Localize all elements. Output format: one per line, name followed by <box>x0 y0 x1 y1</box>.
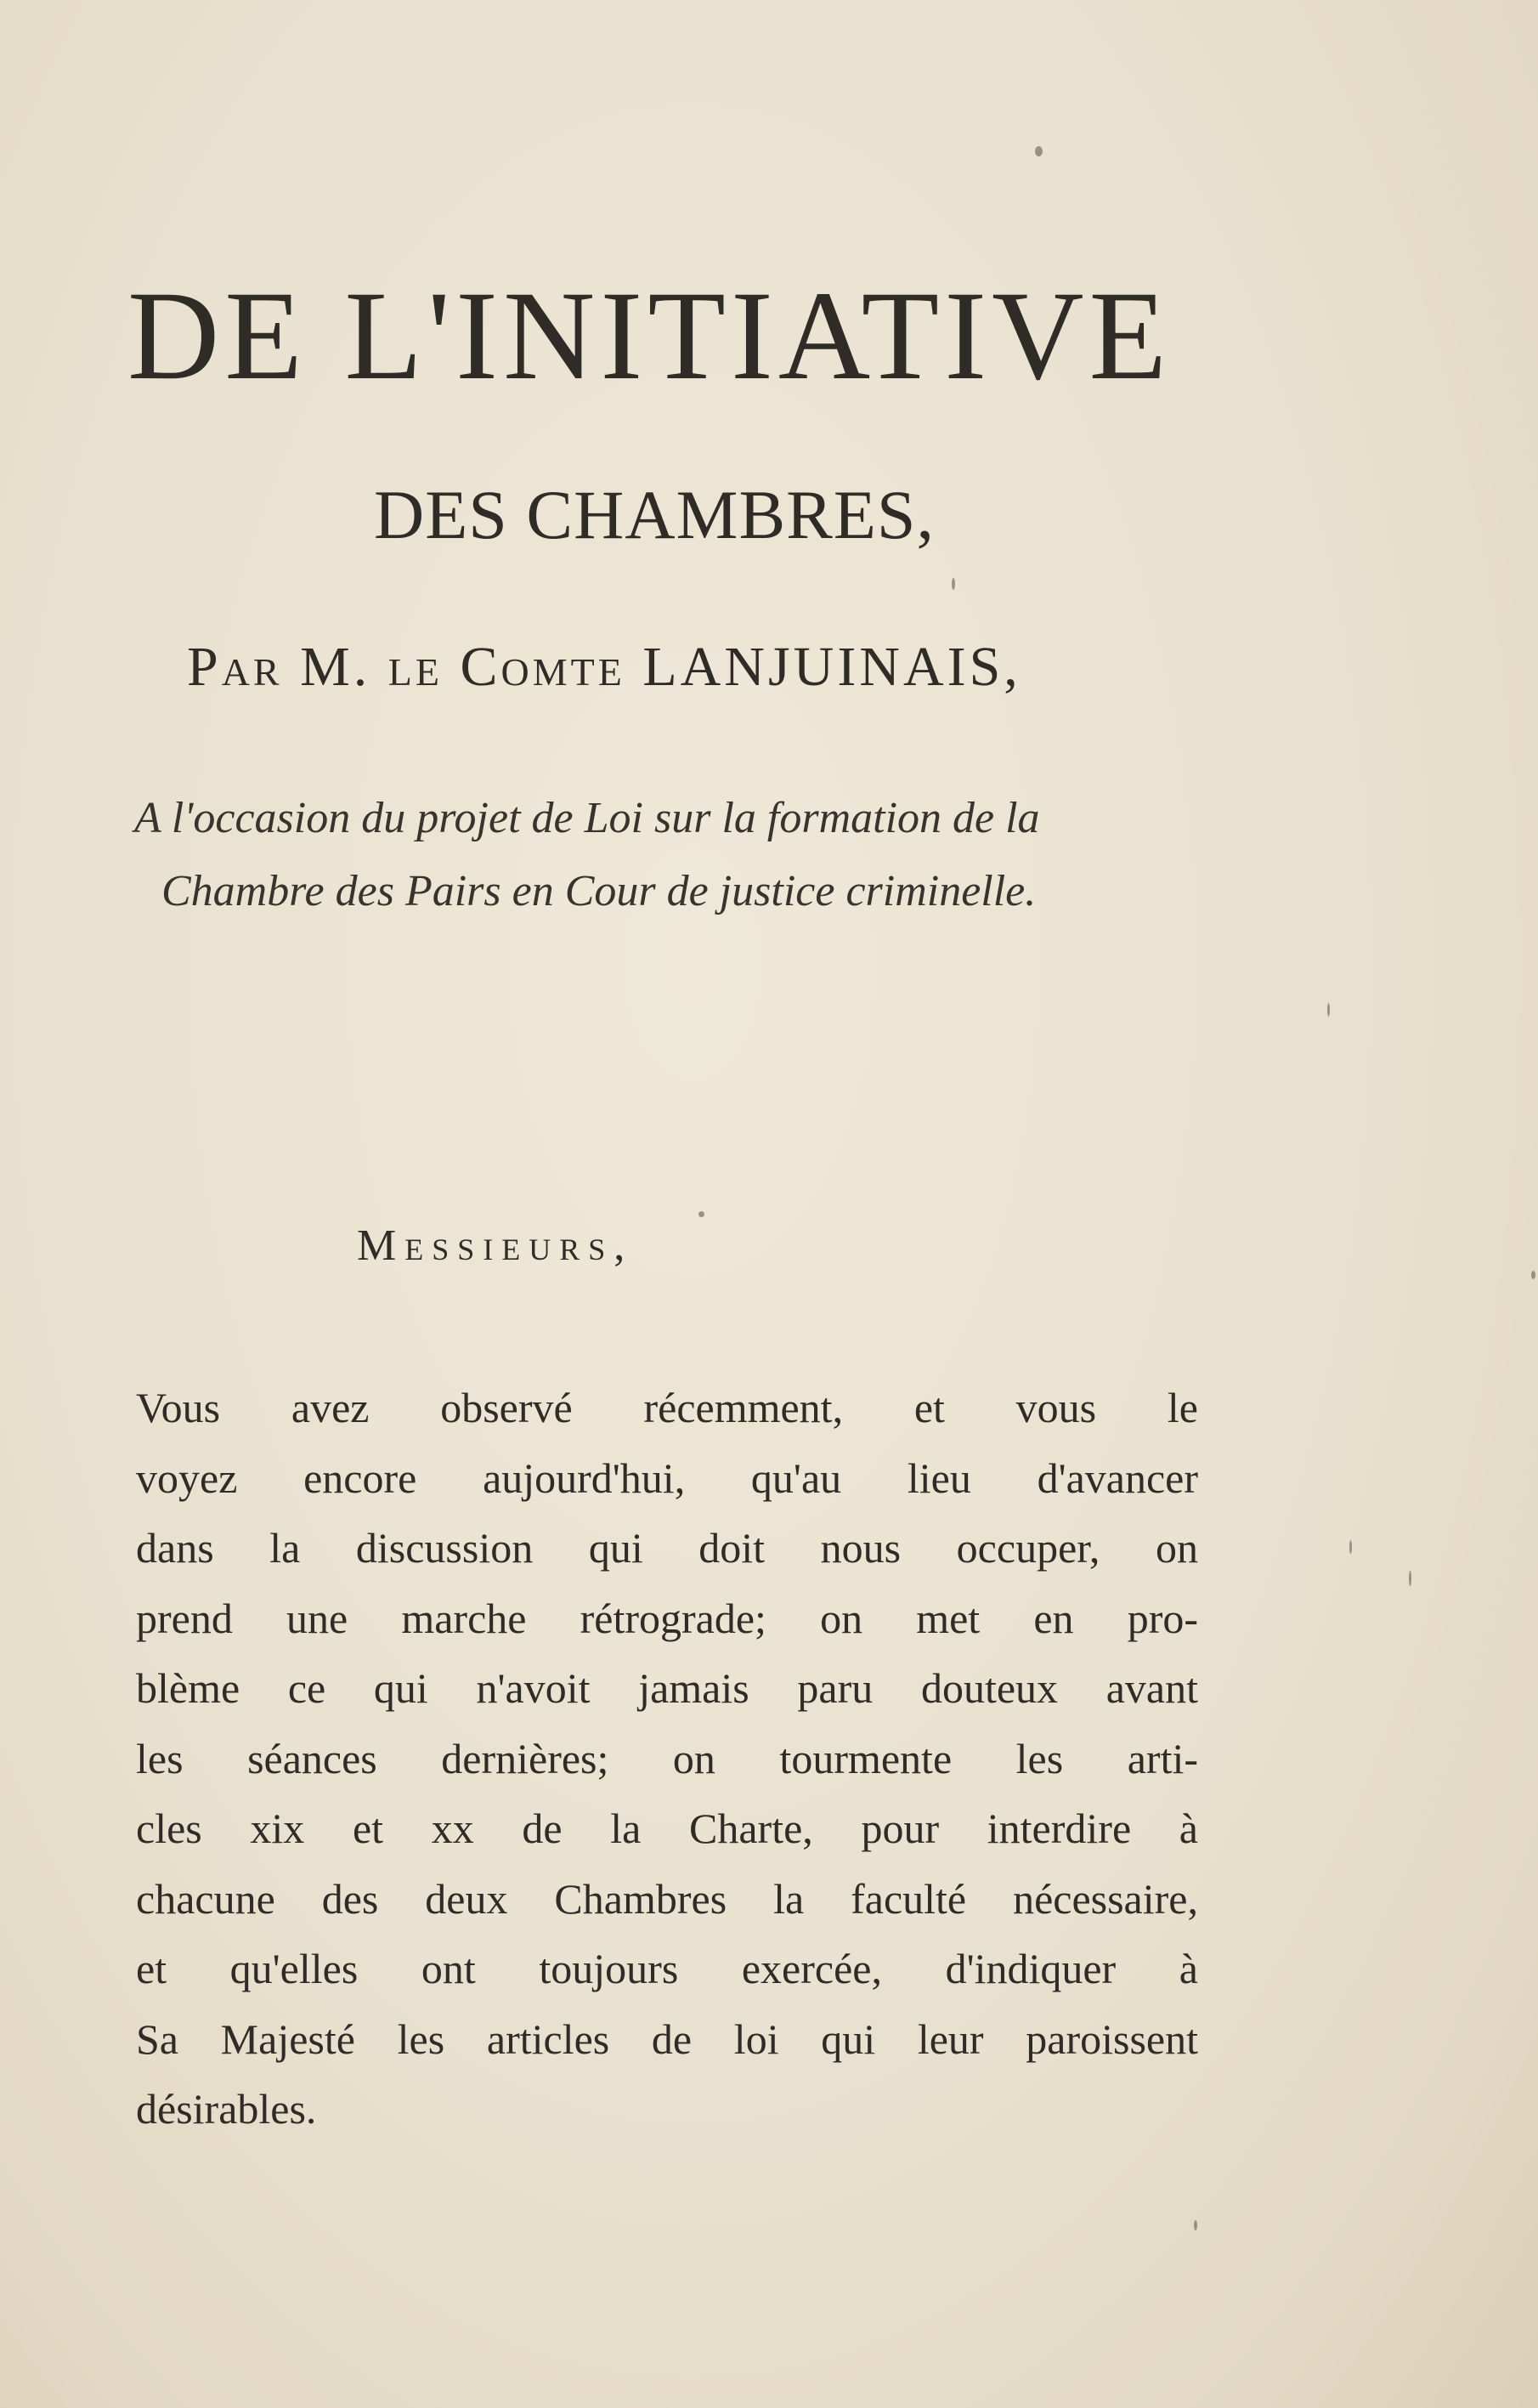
body-line: voyez encore aujourd'hui, qu'au lieu d'avancer <box>136 1453 1198 1502</box>
paper-speck <box>698 1211 704 1217</box>
body-paragraph <box>136 1373 1198 2145</box>
body-line: blème ce qui n'avoit jamais paru douteux avant <box>136 1664 1198 1712</box>
body-line: et qu'elles ont toujours exercée, d'indiquer à <box>136 1945 1198 1992</box>
body-line: prend une marche rétrograde; on met en pro- <box>136 1594 1198 1642</box>
body-line: Sa Majesté les articles de loi qui leur paroissent <box>136 2014 1198 2063</box>
paper-speck <box>952 578 955 590</box>
paper-speck <box>1035 146 1043 156</box>
subtitle: DES CHAMBRES, <box>374 476 936 553</box>
body-line: chacune des deux Chambres la faculté nécessaire, <box>136 1874 1198 1923</box>
body-line: les séances dernières; on tourmente les arti- <box>136 1734 1198 1782</box>
body-line: dans la discussion qui doit nous occuper, on <box>136 1524 1198 1572</box>
occasion-line-1: A l'occasion du projet de Loi sur la formation de la <box>134 794 1040 842</box>
occasion-line-2: Chambre des Pairs en Cour de justice criminelle. <box>161 867 1037 915</box>
body-line: cles xix et xx de la Charte, pour interdire à <box>136 1805 1198 1852</box>
title: DE L'INITIATIVE <box>127 265 1173 406</box>
paper-speck <box>1409 1571 1411 1586</box>
author-line: Par M. le Comte LANJUINAIS, <box>187 636 1021 698</box>
body-line: Vous avez observé récemment, et vous le <box>136 1384 1198 1431</box>
body-line: désirables. <box>136 2085 317 2133</box>
paper-speck <box>1349 1540 1352 1554</box>
salutation: Messieurs, <box>357 1221 634 1270</box>
occasion-note <box>134 782 1205 928</box>
paper-speck <box>1327 1003 1330 1017</box>
paper-speck <box>1194 2220 1197 2230</box>
paper-speck <box>1531 1271 1535 1279</box>
